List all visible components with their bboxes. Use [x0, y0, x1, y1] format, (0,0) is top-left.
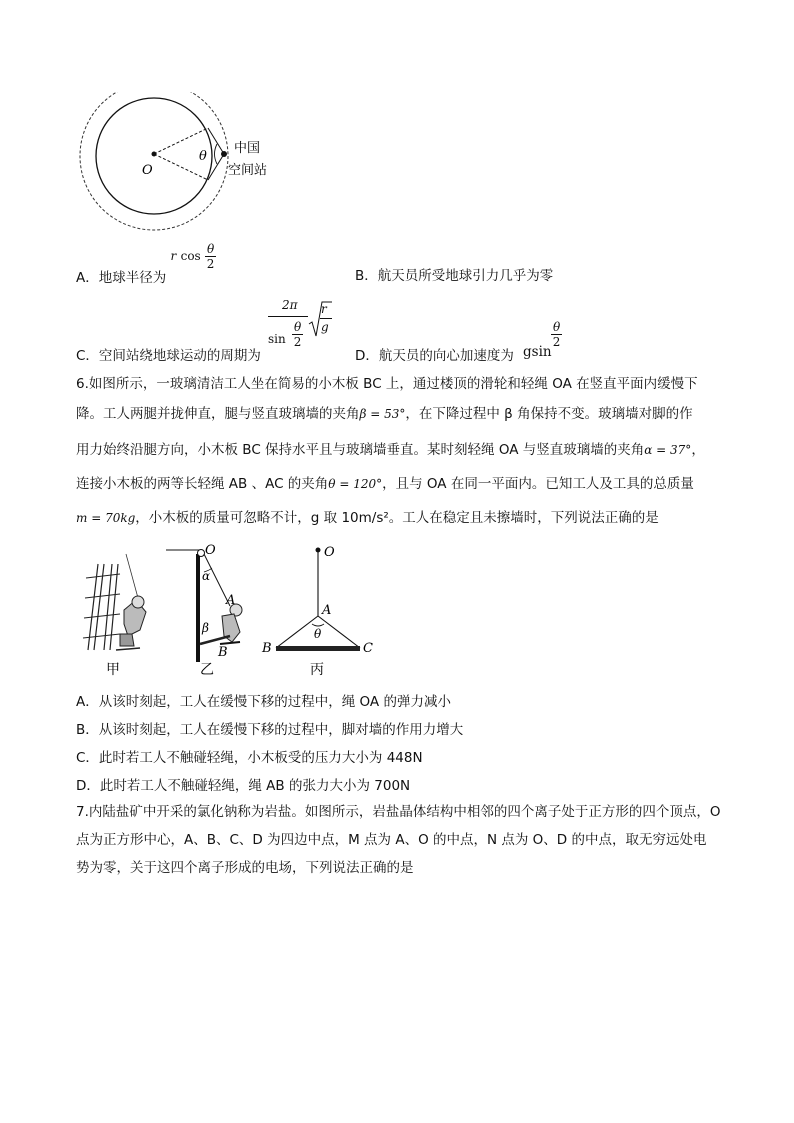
q6-option-a: A．从该时刻起，工人在缓慢下移的过程中，绳 OA 的弹力减小	[76, 694, 451, 710]
orbit-figure	[78, 92, 288, 252]
q5-option-a: A．地球半径为 r cos $\frac{\theta}{2}$	[76, 242, 215, 286]
q6-line-5: m = 70kg，小木板的质量可忽略不计，g 取 10m/s²。工人在稳定且未擦墙时，下列说法正确的是	[76, 510, 659, 526]
yi-label-beta: β	[202, 621, 209, 635]
q5-option-d: D．航天员的向心加速度为 gsin $\frac{\theta}{2}$	[355, 320, 561, 364]
q6-line-4: 连接小木板的两等长轻绳 AB 、AC 的夹角θ = 120°，且与 OA 在同一平面内。已知工人及工具的总质量	[76, 476, 694, 492]
label-bing: 丙	[310, 662, 324, 678]
yi-label-B: B	[218, 645, 228, 660]
q6-option-d: D．此时若工人不触碰轻绳，绳 AB 的张力大小为 700N	[76, 778, 411, 794]
q6-line-1: 6.如图所示，一玻璃清洁工人坐在简易的小木板 BC 上，通过楼顶的滑轮和轻绳 OA 在竖直平面内缓慢下	[76, 376, 698, 392]
d-fraction: $\frac{\theta}{2}$	[552, 320, 561, 349]
q7-line-1: 7.内陆盐矿中开采的氯化钠称为岩盐。如图所示，岩盐晶体结构中相邻的四个离子处于正方形的四个顶点，O	[76, 804, 721, 820]
label-yi: 乙	[200, 662, 214, 678]
q7-line-2: 点为正方形中心，A、B、C、D 为四边中点，M 点为 A、O 的中点，N 点为 O、D 的中点，取无穷远处电	[76, 832, 707, 848]
bing-label-B: B	[262, 641, 272, 656]
bing-label-theta: θ	[314, 627, 322, 641]
center-label: O	[142, 163, 153, 178]
yi-label-alpha: α	[202, 569, 211, 583]
a-fraction: $\frac{\theta}{2}$	[206, 242, 215, 271]
q6-option-c: C．此时若工人不触碰轻绳，小木板受的压力大小为 448N	[76, 750, 423, 766]
station-label-2: 空间站	[228, 163, 268, 178]
bing-label-A: A	[322, 603, 332, 618]
yi-label-O: O	[205, 543, 216, 558]
angle-label: θ	[199, 149, 207, 164]
station-label-1: 中国	[234, 141, 261, 156]
q6-option-b: B．从该时刻起，工人在缓慢下移的过程中，脚对墙的作用力增大	[76, 722, 464, 738]
q7-line-3: 势为零，关于这四个离子形成的电场，下列说法正确的是	[76, 860, 414, 876]
bing-label-O: O	[324, 545, 335, 560]
bing-label-C: C	[363, 641, 373, 656]
yi-label-A: A	[226, 593, 236, 608]
q5-option-b: B．航天员所受地球引力几乎为零	[355, 268, 554, 284]
label-jia: 甲	[106, 662, 120, 678]
q6-figures	[80, 540, 380, 682]
figure-jia	[83, 554, 146, 650]
angle-arc	[215, 144, 218, 164]
q6-line-2: 降。工人两腿并拢伸直，腿与竖直玻璃墙的夹角β = 53°，在下降过程中 β 角保持不变。玻璃墙对脚的作	[76, 406, 693, 422]
q6-line-3: 用力始终沿腿方向，小木板 BC 保持水平且与玻璃墙垂直。某时刻轻绳 OA 与竖直玻璃墙的夹角α = 37°，	[76, 442, 705, 458]
station-dot	[221, 151, 227, 157]
